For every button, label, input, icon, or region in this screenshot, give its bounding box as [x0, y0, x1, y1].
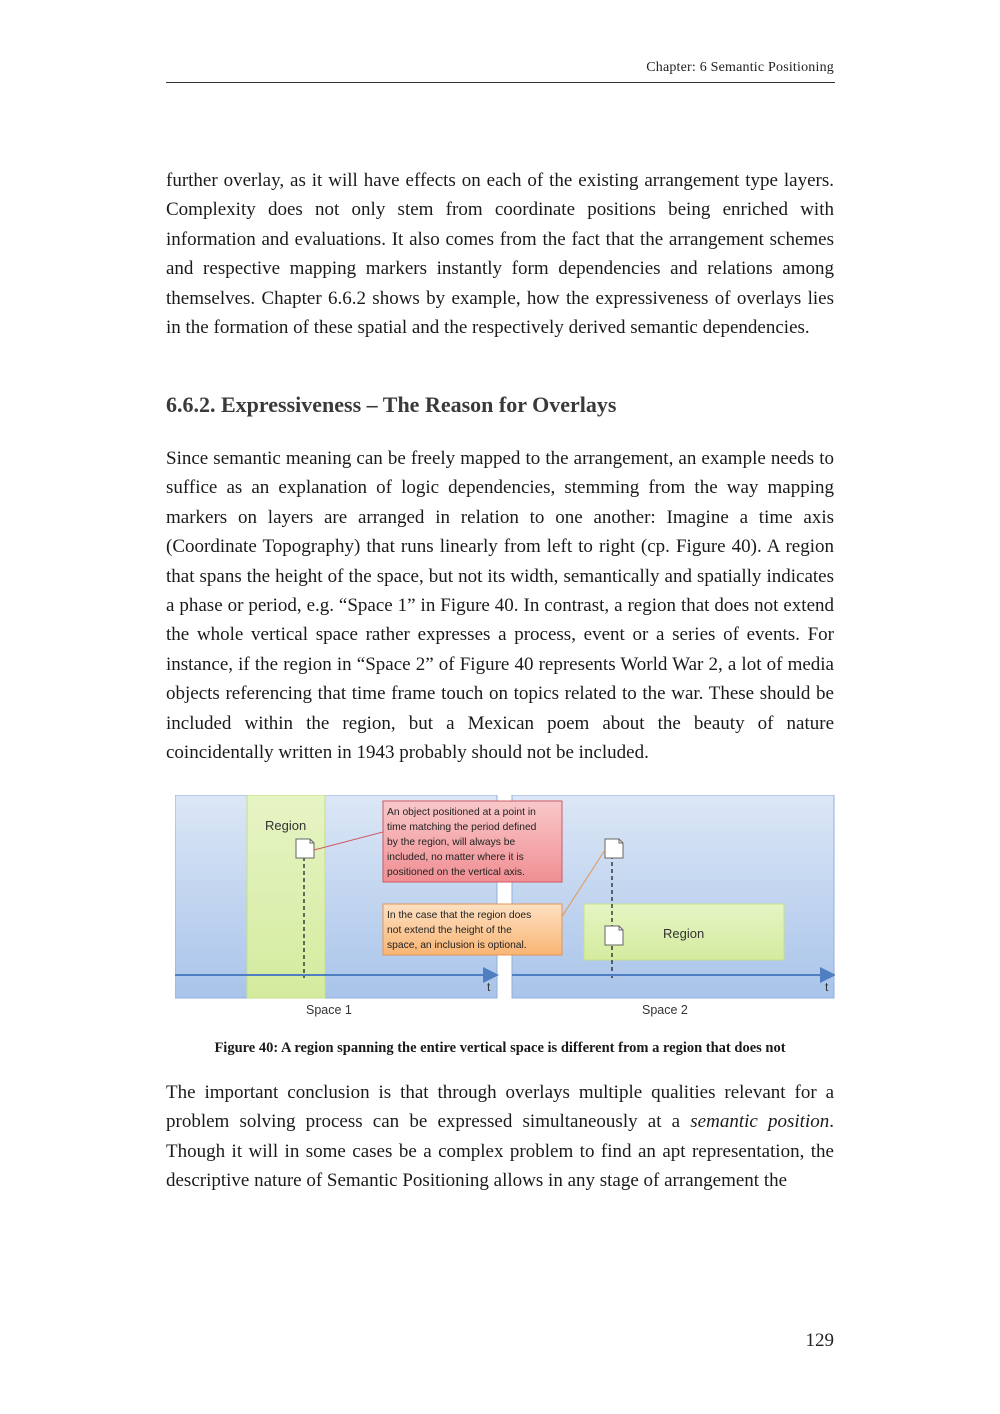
- axis-label-1: t: [487, 980, 491, 994]
- paragraph-2: Since semantic meaning can be freely mapped to the arrangement, an example needs to suffice as an explanation of logic dependencies, stemming from the way mapping markers on layers are arranged in relation to one another: Imagine a time axis (Coordinate Topography) that runs linearly from left to right (cp. Figure 40). A region that spans the height of the space, but not its width, semantically and spatially indicates a phase or period, e.g. “Space 1” in Figure 40. In contrast, a region that does not extend the whole vertical space rather expresses a process, event or a series of events. For instance, if the region in “Space 2” of Figure 40 represents World War 2, a lot of media objects referencing that time frame touch on topics related to the war. These should be included within the region, but a Mexican poem about the beauty of nature coincidentally written in 1943 probably should not be included.: [166, 448, 834, 764]
- callout-orange-line: space, an inclusion is optional.: [387, 940, 527, 951]
- paragraph-3: [166, 1078, 834, 1196]
- header-rule: [166, 82, 835, 83]
- document-icon: [605, 926, 623, 945]
- callout-orange-line: not extend the height of the: [387, 925, 512, 936]
- paragraph-3-text: The important conclusion is that through overlays multiple qualities relevant for a problem solving process can be expressed simultaneously at a: [166, 1082, 834, 1133]
- callout-orange-line: In the case that the region does: [387, 910, 532, 921]
- document-icon: [296, 839, 314, 858]
- document-icon: [605, 839, 623, 858]
- space-label-1: Space 1: [306, 1003, 352, 1017]
- callout-red-line: An object positioned at a point in: [387, 807, 536, 818]
- running-header: Chapter: 6 Semantic Positioning: [646, 60, 834, 75]
- figure-caption: Figure 40: A region spanning the entire vertical space is different from a region that does not: [214, 1040, 786, 1056]
- callout-red-line: positioned on the vertical axis.: [387, 867, 525, 878]
- callout-red-line: time matching the period defined: [387, 822, 537, 833]
- region-label-1: Region: [265, 818, 307, 833]
- paragraph-1: further overlay, as it will have effects on each of the existing arrangement type layers. Complexity does not only stem from coordinate positions being enriched with information and evaluations. It also comes from the fact that the arrangement schemes and respective mapping markers instantly form dependencies and relations among themselves. Chapter 6.6.2 shows by example, how the expressiveness of overlays lies in the formation of these spatial and the respectively derived semantic dependencies.: [166, 170, 834, 339]
- section-heading: 6.6.2. Expressiveness – The Reason for Overlays: [166, 392, 617, 417]
- figure-diagram: [175, 795, 835, 1020]
- page-number: 129: [805, 1330, 834, 1351]
- space-label-2: Space 2: [642, 1003, 688, 1017]
- callout-red-line: by the region, will always be: [387, 837, 516, 848]
- callout-red-line: included, no matter where it is: [387, 852, 524, 863]
- figure-40: [175, 795, 835, 1020]
- region-label-2: Region: [663, 926, 705, 941]
- axis-label-2: t: [825, 980, 829, 994]
- paragraph-3-text-end: . Though it will in some cases be a complex problem to find an apt representation, the descriptive nature of Semantic Positioning allows in any stage of arrangement the: [166, 1111, 834, 1192]
- paragraph-3-emphasis: semantic position: [690, 1111, 830, 1133]
